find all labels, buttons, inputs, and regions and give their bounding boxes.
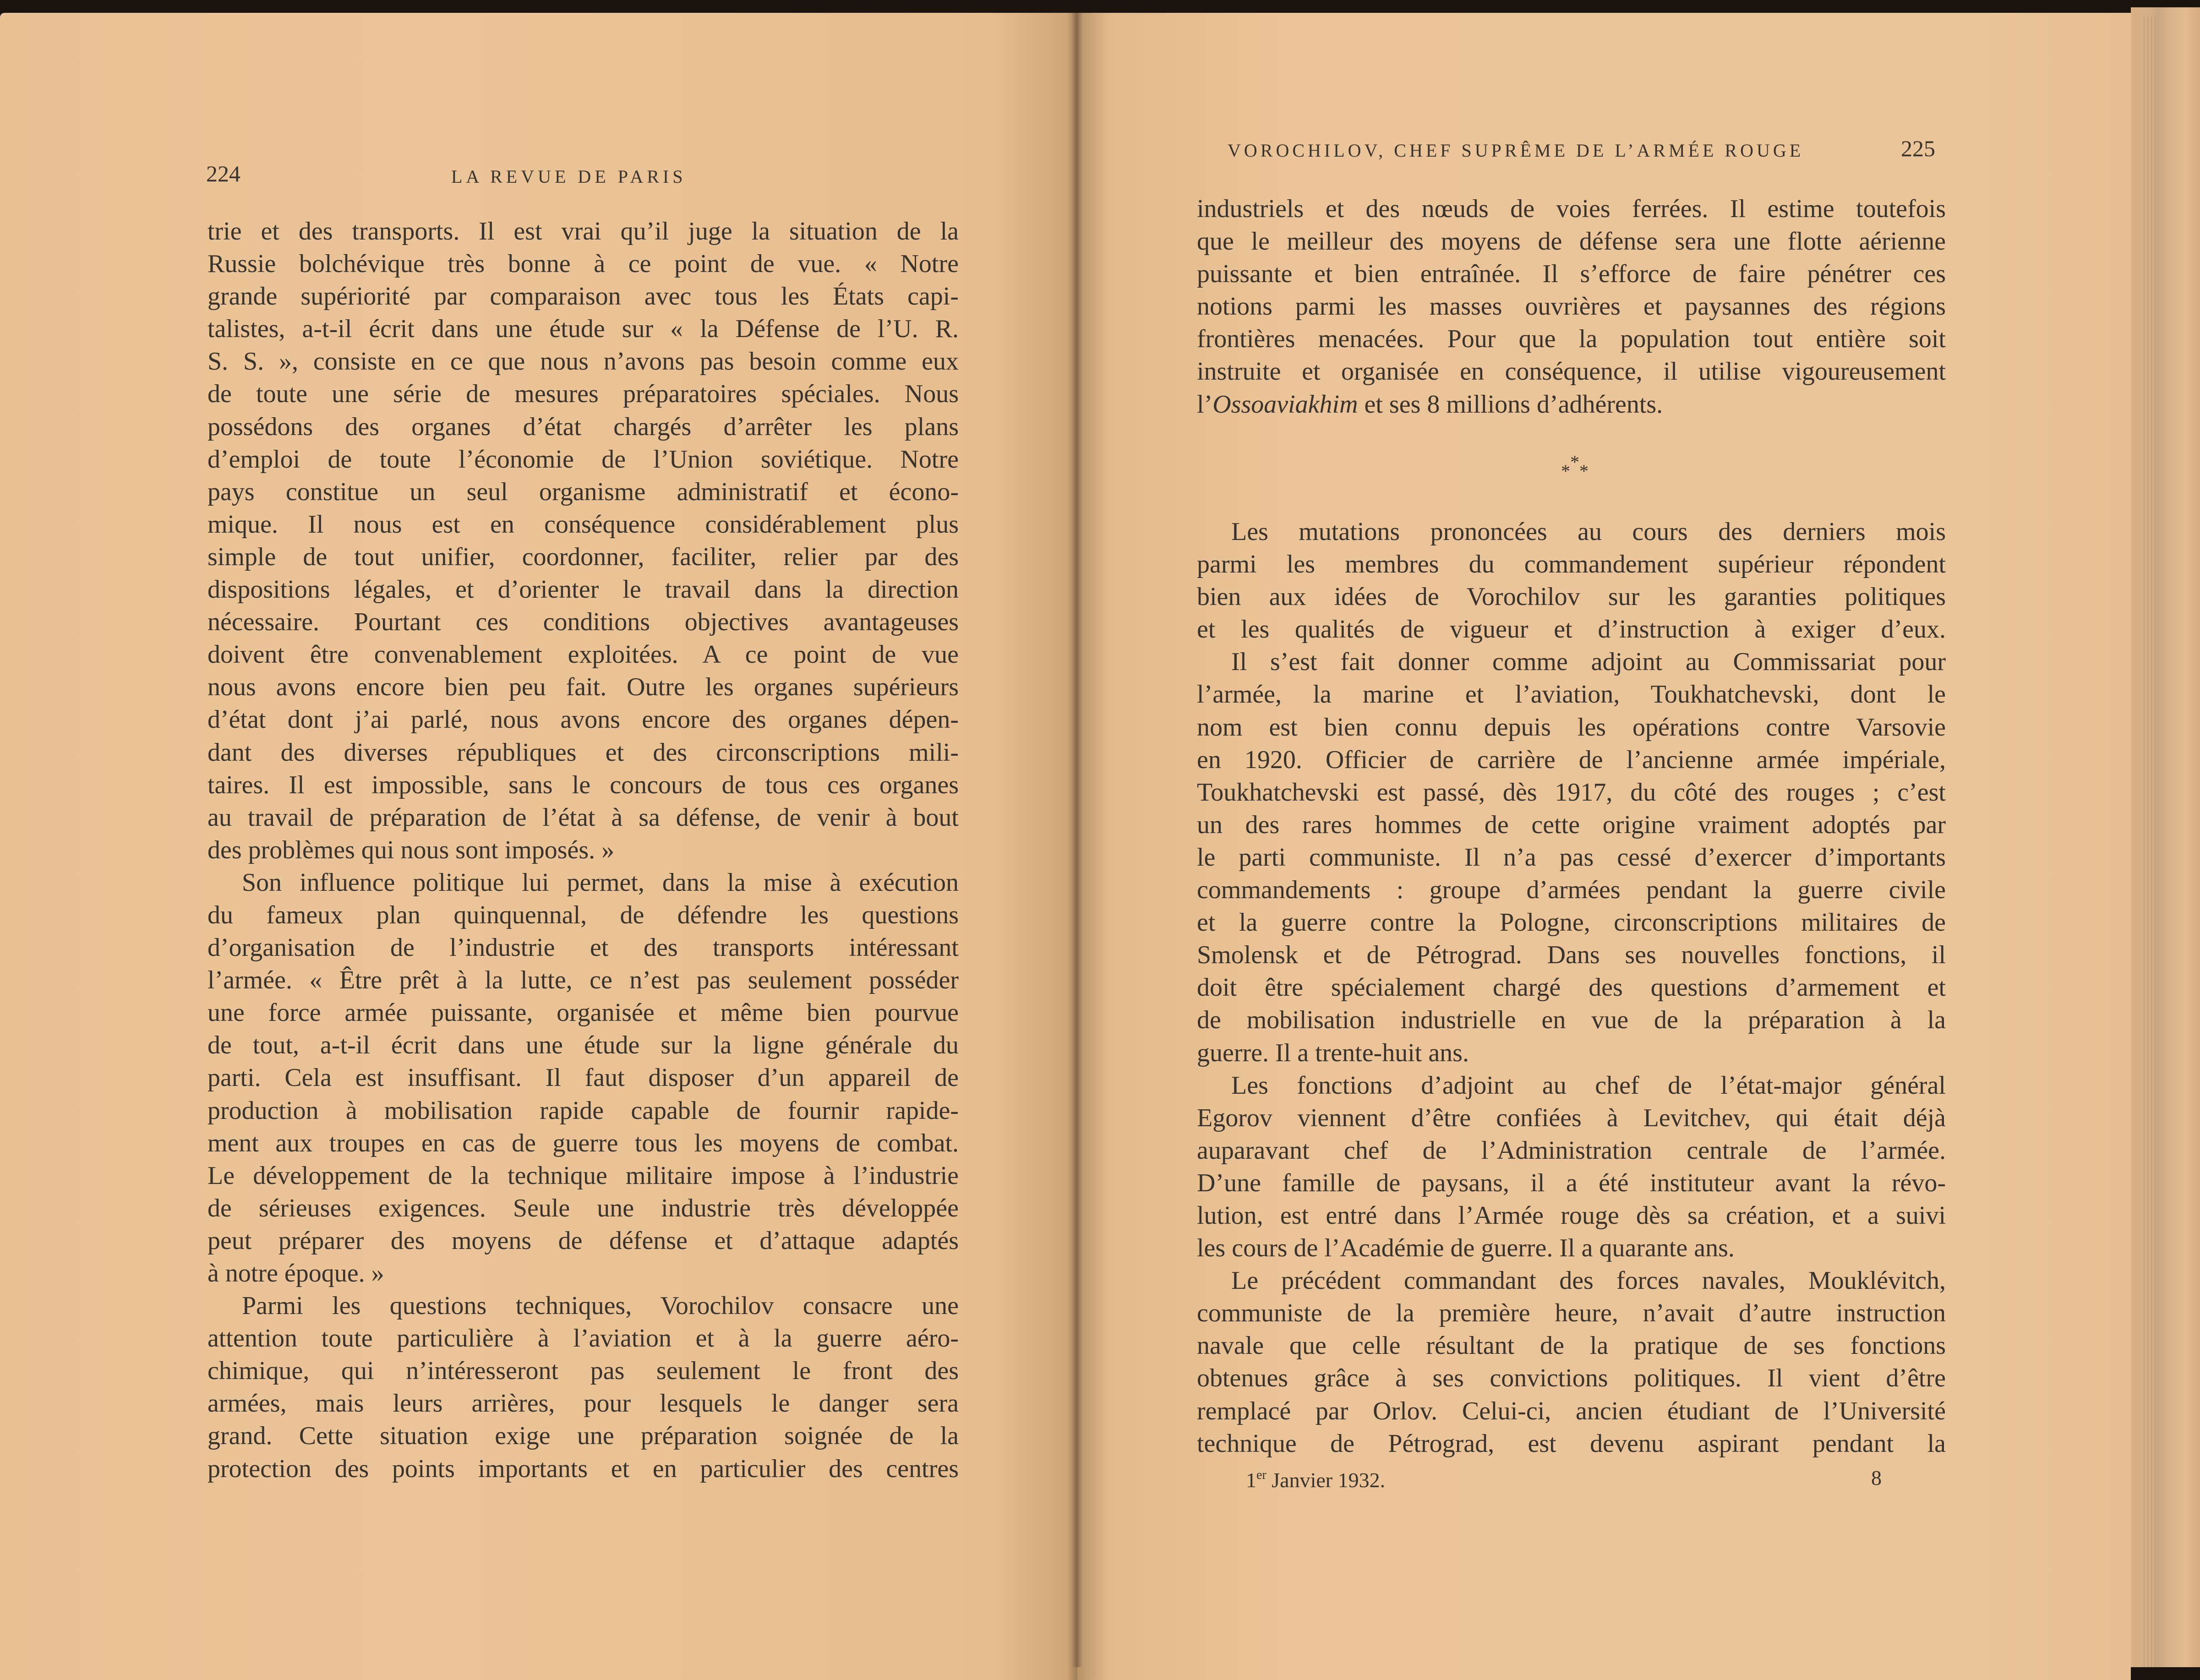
text-line: Smolensk et de Pétrograd. Dans ses nouvelles fonctions, il (1197, 941, 1946, 970)
page-edge-line (2151, 16, 2152, 1667)
issue-date-rest: Janvier 1932. (1266, 1468, 1386, 1492)
text-line: doit être spécialement chargé des questions d’armement et (1197, 973, 1946, 1002)
section-break-asterism (1553, 451, 1599, 488)
text-line: puissante et bien entraînée. Il s’efforce de faire pénétrer ces (1197, 260, 1946, 289)
text-line: D’une famille de paysans, il a été instituteur avant la révo- (1197, 1168, 1946, 1197)
text-line: obtenues grâce à ses convictions politiques. Il vient d’être (1197, 1364, 1946, 1393)
asterisk-right: * (1579, 461, 1589, 481)
text-line: taires. Il est impossible, sans le concours de tous ces organes (207, 770, 959, 799)
text-line: du fameux plan quinquennal, de défendre les questions (207, 900, 959, 929)
text-line: protection des points importants et en particulier des centres (207, 1454, 959, 1483)
left-running-head: LA REVUE DE PARIS (451, 166, 687, 187)
text-line: technique de Pétrograd, est devenu aspirant pendant la (1197, 1429, 1946, 1458)
text-line: peut préparer des moyens de défense et d’attaque adaptés (207, 1226, 959, 1255)
right-running-head: VOROCHILOV, CHEF SUPRÊME DE L’ARMÉE ROUGE (1228, 140, 1804, 161)
text-line: communiste de la première heure, n’avait d’autre instruction (1197, 1299, 1946, 1328)
text-line: que le meilleur des moyens de défense sera une flotte aérienne (1197, 227, 1946, 256)
text-line: S. S. », consiste en ce que nous n’avons pas besoin comme eux (207, 347, 959, 376)
text-line: dispositions légales, et d’orienter le travail dans la direction (207, 575, 959, 604)
asterisk-left: * (1561, 461, 1570, 481)
left-page-number: 224 (206, 161, 240, 186)
text-line: auparavant chef de l’Administration centrale de l’armée. (1197, 1136, 1946, 1165)
text-line: un des rares hommes de cette origine vraiment adoptés par (1197, 810, 1946, 839)
text-line: Son influence politique lui permet, dans la mise à exécution (242, 868, 959, 897)
text-line: simple de tout unifier, coordonner, faciliter, relier par des (207, 542, 959, 571)
text-line: grande supériorité par comparaison avec tous les États capi- (207, 282, 959, 311)
text-line: mique. Il nous est en conséquence considérablement plus (207, 510, 959, 539)
text-line: nom est bien connu depuis les opérations contre Varsovie (1197, 713, 1946, 742)
text-line: industriels et des nœuds de voies ferrées. Il estime toutefois (1197, 195, 1946, 223)
text-line: Egorov viennent d’être confiées à Levitchev, qui était déjà (1197, 1103, 1946, 1132)
text-line: navale que celle résultant de la pratique de ses fonctions (1197, 1331, 1946, 1360)
text-line: une force armée puissante, organisée et même bien pourvue (207, 998, 959, 1027)
page-edge-stack (2131, 7, 2200, 1667)
text-line: et la guerre contre la Pologne, circonscriptions militaires de (1197, 908, 1946, 937)
text-line: notions parmi les masses ouvrières et paysannes des régions (1197, 292, 1946, 321)
issue-date-ordinal: er (1256, 1468, 1267, 1482)
text-line: Les fonctions d’adjoint au chef de l’état-major général (1231, 1071, 1946, 1100)
issue-date-day: 1 (1246, 1468, 1256, 1492)
text-fragment: et ses 8 millions d’adhérents. (1358, 390, 1663, 419)
text-line: d’organisation de l’industrie et des transports intéressant (207, 933, 959, 962)
text-line: doivent être convenablement exploitées. A ce point de vue (207, 640, 959, 669)
text-line: nécessaire. Pourtant ces conditions objectives avantageuses (207, 608, 959, 637)
text-line: ment aux troupes en cas de guerre tous les moyens de combat. (207, 1129, 959, 1157)
right-page-number: 225 (1901, 136, 1935, 161)
text-line: frontières menacées. Pour que la population tout entière soit (1197, 325, 1946, 354)
text-line: Parmi les questions techniques, Vorochilov consacre une (242, 1292, 959, 1320)
book-gutter (1072, 13, 1083, 1667)
text-line: remplacé par Orlov. Celui-ci, ancien étudiant de l’Université (1197, 1396, 1946, 1425)
text-line: parmi les membres du commandement supérieur répondent (1197, 550, 1946, 579)
italic-term: Ossoaviakhim (1212, 390, 1358, 419)
text-line: les cours de l’Académie de guerre. Il a quarante ans. (1197, 1234, 1735, 1263)
text-line: et les qualités de vigueur et d’instruction à exiger d’eux. (1197, 615, 1946, 644)
text-line: l’armée. « Être prêt à la lutte, ce n’est pas seulement posséder (207, 966, 959, 995)
page-edge-line (2144, 16, 2145, 1667)
page-edge-line (2147, 16, 2148, 1667)
text-line: Les mutations prononcées au cours des derniers mois (1231, 518, 1946, 546)
text-line: talistes, a-t-il écrit dans une étude sur « la Défense de l’U. R. (207, 315, 959, 344)
text-line: à notre époque. » (207, 1259, 384, 1287)
text-line: lution, est entré dans l’Armée rouge dès sa création, et a suivi (1197, 1201, 1946, 1230)
text-line: des problèmes qui nous sont imposés. » (207, 835, 615, 864)
text-line: Russie bolchévique très bonne à ce point de vue. « Notre (207, 250, 959, 278)
text-line: bien aux idées de Vorochilov sur les garanties politiques (1197, 583, 1946, 611)
text-line: nous avons encore bien peu fait. Outre les organes supérieurs (207, 673, 959, 702)
text-line: Il s’est fait donner comme adjoint au Commissariat pour (1231, 648, 1946, 676)
text-line: trie et des transports. Il est vrai qu’il juge la situation de la (207, 217, 959, 245)
text-line: Toukhatchevski est passé, dès 1917, du côté des rouges ; c’est (1197, 778, 1946, 807)
text-line: chimique, qui n’intéresseront pas seulement le front des (207, 1357, 959, 1385)
text-line: commandements : groupe d’armées pendant la guerre civile (1197, 876, 1946, 905)
page-edge-line (2155, 16, 2156, 1667)
text-line: en 1920. Officier de carrière de l’ancienne armée impériale, (1197, 745, 1946, 774)
text-line: grand. Cette situation exige une préparation soignée de la (207, 1422, 959, 1451)
text-line: au travail de préparation de l’état à sa défense, de venir à bout (207, 803, 959, 832)
text-line: instruite et organisée en conséquence, il utilise vigoureusement (1197, 357, 1946, 386)
text-line: de mobilisation industrielle en vue de la préparation à la (1197, 1006, 1946, 1035)
issue-date (1246, 1468, 1385, 1492)
text-line: l’armée, la marine et l’aviation, Toukhatchevski, dont le (1197, 680, 1946, 709)
text-line: Le précédent commandant des forces navales, Mouklévitch, (1231, 1266, 1946, 1295)
text-line: de sérieuses exigences. Seule une industrie très développée (207, 1194, 959, 1222)
text-line: Le développement de la technique militaire impose à l’industrie (207, 1161, 959, 1190)
text-line: dant des diverses républiques et des circonscriptions mili- (207, 738, 959, 767)
text-line: de tout, a-t-il écrit dans une étude sur la ligne générale du (207, 1031, 959, 1060)
text-line: pays constitue un seul organisme administratif et écono- (207, 477, 959, 506)
text-line: guerre. Il a trente-huit ans. (1197, 1038, 1469, 1067)
text-line: d’état dont j’ai parlé, nous avons encore des organes dépen- (207, 705, 959, 734)
right-page-body-top (1197, 193, 1946, 421)
right-page-body-bottom (1197, 516, 1946, 1460)
text-line: parti. Cela est insuffisant. Il faut disposer d’un appareil de (207, 1064, 959, 1092)
text-line: de toute une série de mesures préparatoires spéciales. Nous (207, 380, 959, 409)
text-line (1197, 388, 1946, 421)
text-line: possédons des organes d’état chargés d’arrêter les plans (207, 412, 959, 441)
text-line: armées, mais leurs arrières, pour lesquels le danger sera (207, 1389, 959, 1418)
text-line: attention toute particulière à l’aviation et à la guerre aéro- (207, 1324, 959, 1353)
text-line: le parti communiste. Il n’a pas cessé d’exercer d’importants (1197, 843, 1946, 872)
text-line: production à mobilisation rapide capable de fournir rapide- (207, 1096, 959, 1125)
left-page-body (207, 215, 959, 1485)
signature-mark: 8 (1871, 1466, 1882, 1489)
asterisk-top: * (1570, 452, 1579, 472)
text-line: d’emploi de toute l’économie de l’Union soviétique. Notre (207, 445, 959, 474)
text-fragment: l’ (1197, 390, 1213, 419)
